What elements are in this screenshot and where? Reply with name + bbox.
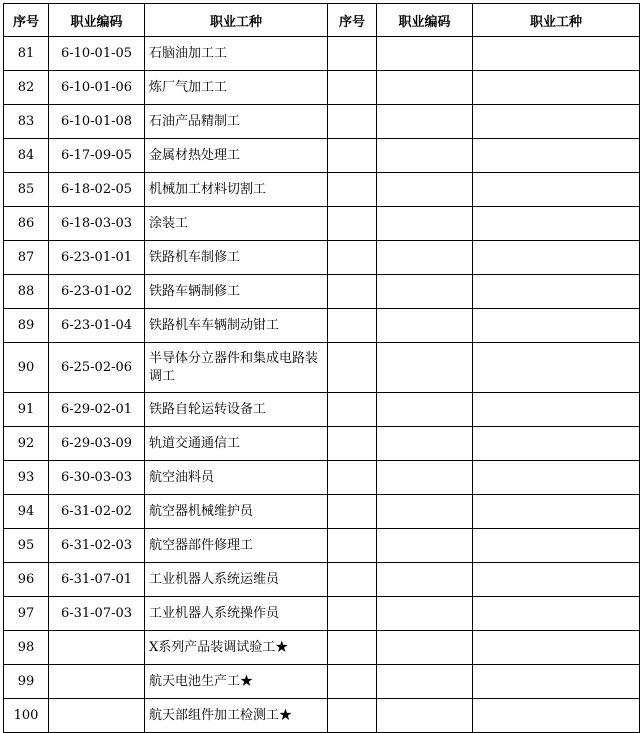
table-row [4, 597, 640, 631]
row-occupation: 航天部组件加工检测工★ [145, 699, 328, 733]
row-index: 86 [4, 207, 49, 241]
row-code-right [377, 71, 473, 105]
row-index: 91 [4, 393, 49, 427]
table-row [4, 105, 640, 139]
row-index-right [328, 529, 377, 563]
table-row [4, 665, 640, 699]
table-row [4, 563, 640, 597]
row-code: 6-30-03-03 [49, 461, 145, 495]
row-index: 99 [4, 665, 49, 699]
row-index: 98 [4, 631, 49, 665]
row-index-right [328, 105, 377, 139]
row-index: 82 [4, 71, 49, 105]
row-code: 6-29-02-01 [49, 393, 145, 427]
row-index: 93 [4, 461, 49, 495]
row-occupation: 石油产品精制工 [145, 105, 328, 139]
row-occupation: 航空油料员 [145, 461, 328, 495]
header-code-left: 职业编码 [49, 4, 145, 37]
row-code-right [377, 275, 473, 309]
row-occupation-right [473, 207, 640, 241]
row-code-right [377, 393, 473, 427]
row-code: 6-18-03-03 [49, 207, 145, 241]
row-index-right [328, 495, 377, 529]
row-code-right [377, 427, 473, 461]
table-row [4, 427, 640, 461]
row-code-right [377, 665, 473, 699]
table-row [4, 699, 640, 733]
occupation-table [3, 3, 640, 733]
row-occupation: 石脑油加工工 [145, 37, 328, 71]
table-row [4, 241, 640, 275]
header-index-right: 序号 [328, 4, 377, 37]
row-occupation-right [473, 343, 640, 393]
header-row [4, 4, 640, 37]
row-occupation-right [473, 309, 640, 343]
table-row [4, 173, 640, 207]
row-occupation-right [473, 427, 640, 461]
row-index-right [328, 563, 377, 597]
row-index-right [328, 343, 377, 393]
row-occupation-right [473, 563, 640, 597]
row-index-right [328, 427, 377, 461]
table-row [4, 71, 640, 105]
table-row [4, 275, 640, 309]
row-code-right [377, 105, 473, 139]
row-code [49, 665, 145, 699]
row-code-right [377, 309, 473, 343]
row-occupation: 金属材热处理工 [145, 139, 328, 173]
row-code [49, 631, 145, 665]
table-row [4, 461, 640, 495]
row-index: 83 [4, 105, 49, 139]
row-code-right [377, 37, 473, 71]
row-occupation: 铁路车辆制修工 [145, 275, 328, 309]
row-index: 94 [4, 495, 49, 529]
table-row [4, 495, 640, 529]
row-code-right [377, 563, 473, 597]
row-occupation-right [473, 495, 640, 529]
table-row [4, 529, 640, 563]
row-index-right [328, 631, 377, 665]
row-code: 6-23-01-04 [49, 309, 145, 343]
row-occupation: 炼厂气加工工 [145, 71, 328, 105]
row-occupation: 航空器部件修理工 [145, 529, 328, 563]
row-occupation-right [473, 173, 640, 207]
row-code: 6-31-02-03 [49, 529, 145, 563]
row-code: 6-29-03-09 [49, 427, 145, 461]
row-index-right [328, 597, 377, 631]
row-occupation-right [473, 105, 640, 139]
row-code: 6-18-02-05 [49, 173, 145, 207]
row-code-right [377, 343, 473, 393]
row-index-right [328, 173, 377, 207]
row-occupation: 铁路机车车辆制动钳工 [145, 309, 328, 343]
row-code-right [377, 139, 473, 173]
row-code: 6-23-01-01 [49, 241, 145, 275]
table-row [4, 309, 640, 343]
row-index-right [328, 665, 377, 699]
row-occupation: 铁路自轮运转设备工 [145, 393, 328, 427]
row-occupation: 涂装工 [145, 207, 328, 241]
row-occupation-right [473, 241, 640, 275]
header-occupation-right: 职业工种 [473, 4, 640, 37]
row-occupation: 航空器机械维护员 [145, 495, 328, 529]
row-index-right [328, 275, 377, 309]
header-index-left: 序号 [4, 4, 49, 37]
row-code-right [377, 495, 473, 529]
row-occupation: 轨道交通通信工 [145, 427, 328, 461]
row-code: 6-10-01-06 [49, 71, 145, 105]
row-index: 89 [4, 309, 49, 343]
row-code: 6-31-07-03 [49, 597, 145, 631]
row-occupation: 机械加工材料切割工 [145, 173, 328, 207]
header-code-right: 职业编码 [377, 4, 473, 37]
table-row [4, 393, 640, 427]
row-code: 6-23-01-02 [49, 275, 145, 309]
row-occupation: 铁路机车制修工 [145, 241, 328, 275]
row-index-right [328, 207, 377, 241]
row-code: 6-10-01-08 [49, 105, 145, 139]
row-index: 97 [4, 597, 49, 631]
row-code-right [377, 241, 473, 275]
row-occupation: 半导体分立器件和集成电路装调工 [145, 343, 328, 393]
row-occupation-right [473, 37, 640, 71]
row-index-right [328, 699, 377, 733]
row-code: 6-25-02-06 [49, 343, 145, 393]
row-code: 6-10-01-05 [49, 37, 145, 71]
row-index: 96 [4, 563, 49, 597]
row-occupation-right [473, 461, 640, 495]
table-row [4, 207, 640, 241]
row-index-right [328, 461, 377, 495]
row-code: 6-31-07-01 [49, 563, 145, 597]
row-index-right [328, 71, 377, 105]
table-row [4, 37, 640, 71]
row-code-right [377, 597, 473, 631]
row-code-right [377, 529, 473, 563]
table-body [4, 37, 640, 733]
table-row [4, 343, 640, 393]
row-code-right [377, 173, 473, 207]
row-index: 95 [4, 529, 49, 563]
row-occupation-right [473, 529, 640, 563]
row-index: 92 [4, 427, 49, 461]
row-occupation-right [473, 393, 640, 427]
row-occupation-right [473, 275, 640, 309]
row-code-right [377, 699, 473, 733]
row-index: 87 [4, 241, 49, 275]
row-occupation-right [473, 597, 640, 631]
row-index-right [328, 393, 377, 427]
table-row [4, 139, 640, 173]
row-index-right [328, 37, 377, 71]
row-occupation-right [473, 139, 640, 173]
row-occupation: 工业机器人系统操作员 [145, 597, 328, 631]
row-index-right [328, 241, 377, 275]
row-index: 100 [4, 699, 49, 733]
row-occupation: X系列产品装调试验工★ [145, 631, 328, 665]
row-occupation-right [473, 665, 640, 699]
row-code [49, 699, 145, 733]
row-index-right [328, 139, 377, 173]
row-occupation-right [473, 631, 640, 665]
row-index: 90 [4, 343, 49, 393]
row-index: 81 [4, 37, 49, 71]
row-code-right [377, 461, 473, 495]
row-code-right [377, 631, 473, 665]
row-occupation: 航天电池生产工★ [145, 665, 328, 699]
row-occupation-right [473, 699, 640, 733]
table-row [4, 631, 640, 665]
row-code: 6-31-02-02 [49, 495, 145, 529]
row-index: 84 [4, 139, 49, 173]
row-code-right [377, 207, 473, 241]
row-index: 85 [4, 173, 49, 207]
row-index-right [328, 309, 377, 343]
header-occupation-left: 职业工种 [145, 4, 328, 37]
row-index: 88 [4, 275, 49, 309]
row-occupation-right [473, 71, 640, 105]
row-code: 6-17-09-05 [49, 139, 145, 173]
row-occupation: 工业机器人系统运维员 [145, 563, 328, 597]
